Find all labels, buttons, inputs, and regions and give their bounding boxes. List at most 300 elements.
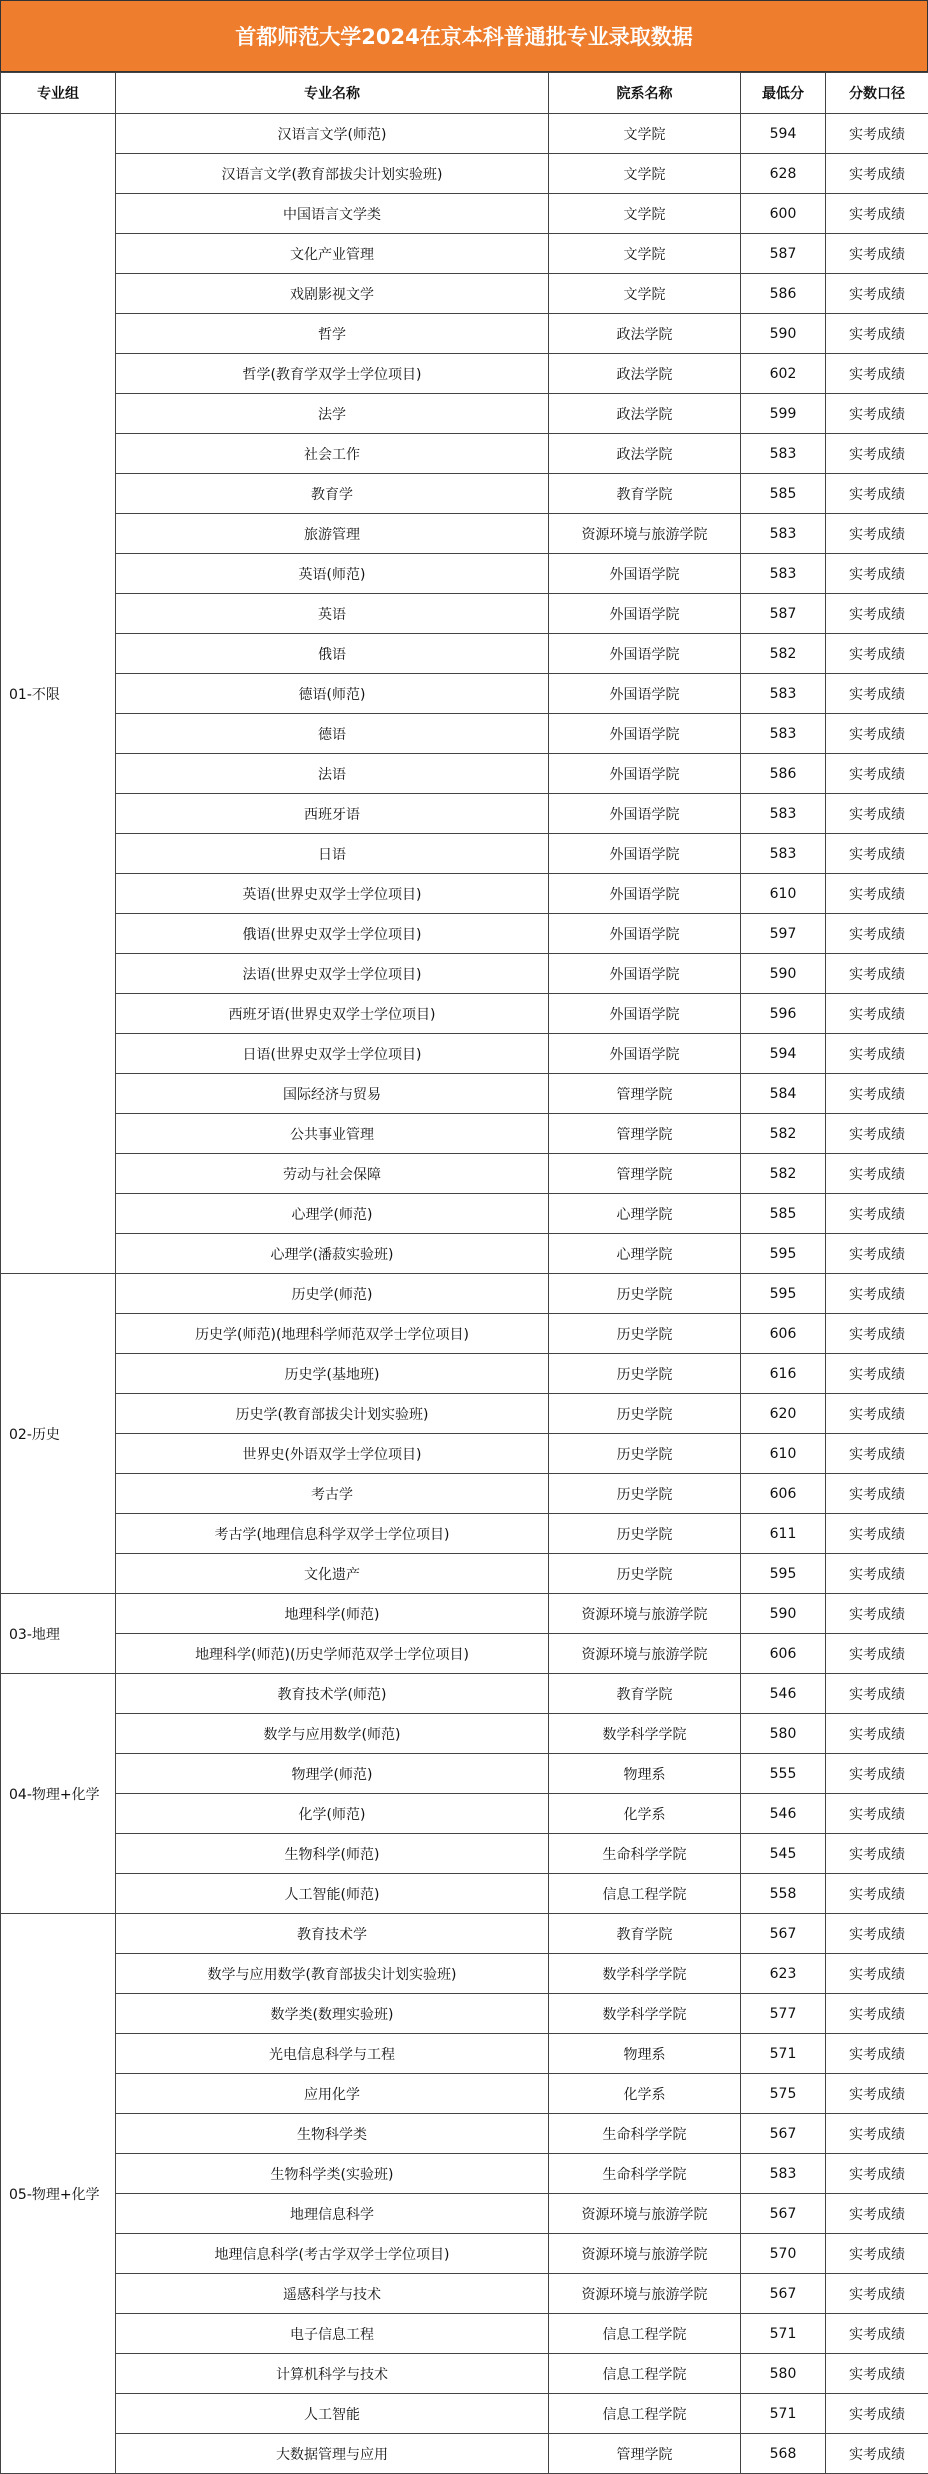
major-cell: 日语 (116, 834, 549, 874)
table-row (1, 1554, 928, 1594)
department-cell: 生命科学学院 (549, 2154, 741, 2194)
score-basis-cell: 实考成绩 (826, 1514, 928, 1554)
min-score-cell: 567 (741, 2274, 826, 2314)
major-cell: 俄语(世界史双学士学位项目) (116, 914, 549, 954)
score-basis-cell: 实考成绩 (826, 674, 928, 714)
min-score-cell: 606 (741, 1474, 826, 1514)
min-score-cell: 583 (741, 794, 826, 834)
table-row (1, 1354, 928, 1394)
min-score-cell: 571 (741, 2394, 826, 2434)
table-row (1, 1474, 928, 1514)
department-cell: 文学院 (549, 194, 741, 234)
score-basis-cell: 实考成绩 (826, 1474, 928, 1514)
department-cell: 外国语学院 (549, 994, 741, 1034)
table-row (1, 514, 928, 554)
table-row (1, 1194, 928, 1234)
department-cell: 政法学院 (549, 314, 741, 354)
major-cell: 德语(师范) (116, 674, 549, 714)
department-cell: 资源环境与旅游学院 (549, 1594, 741, 1634)
score-basis-cell: 实考成绩 (826, 2394, 928, 2434)
major-cell: 生物科学(师范) (116, 1834, 549, 1874)
department-cell: 管理学院 (549, 2434, 741, 2474)
score-basis-cell: 实考成绩 (826, 1834, 928, 1874)
major-cell: 英语(世界史双学士学位项目) (116, 874, 549, 914)
min-score-cell: 583 (741, 554, 826, 594)
department-cell: 外国语学院 (549, 1034, 741, 1074)
department-cell: 物理系 (549, 1754, 741, 1794)
min-score-cell: 583 (741, 514, 826, 554)
department-cell: 数学科学学院 (549, 1714, 741, 1754)
major-cell: 人工智能(师范) (116, 1874, 549, 1914)
score-basis-cell: 实考成绩 (826, 154, 928, 194)
min-score-cell: 594 (741, 1034, 826, 1074)
min-score-cell: 590 (741, 954, 826, 994)
score-basis-cell: 实考成绩 (826, 754, 928, 794)
table-row (1, 2154, 928, 2194)
major-cell: 公共事业管理 (116, 1114, 549, 1154)
table-row (1, 1274, 928, 1314)
department-cell: 信息工程学院 (549, 2394, 741, 2434)
major-cell: 物理学(师范) (116, 1754, 549, 1794)
department-cell: 外国语学院 (549, 914, 741, 954)
table-row (1, 1954, 928, 1994)
min-score-cell: 558 (741, 1874, 826, 1914)
score-basis-cell: 实考成绩 (826, 2194, 928, 2234)
score-basis-cell: 实考成绩 (826, 1674, 928, 1714)
department-cell: 历史学院 (549, 1354, 741, 1394)
min-score-cell: 568 (741, 2434, 826, 2474)
min-score-cell: 582 (741, 1114, 826, 1154)
department-cell: 管理学院 (549, 1154, 741, 1194)
score-basis-cell: 实考成绩 (826, 114, 928, 154)
score-basis-cell: 实考成绩 (826, 1794, 928, 1834)
min-score-cell: 623 (741, 1954, 826, 1994)
min-score-cell: 587 (741, 234, 826, 274)
score-basis-cell: 实考成绩 (826, 1034, 928, 1074)
score-basis-cell: 实考成绩 (826, 514, 928, 554)
min-score-cell: 606 (741, 1314, 826, 1354)
major-cell: 哲学(教育学双学士学位项目) (116, 354, 549, 394)
table-row (1, 1154, 928, 1194)
major-cell: 历史学(基地班) (116, 1354, 549, 1394)
min-score-cell: 546 (741, 1794, 826, 1834)
score-basis-cell: 实考成绩 (826, 1394, 928, 1434)
table-row (1, 1114, 928, 1154)
department-cell: 外国语学院 (549, 554, 741, 594)
table-row (1, 1794, 928, 1834)
department-cell: 数学科学学院 (549, 1994, 741, 2034)
min-score-cell: 610 (741, 1434, 826, 1474)
major-cell: 地理信息科学(考古学双学士学位项目) (116, 2234, 549, 2274)
major-cell: 人工智能 (116, 2394, 549, 2434)
score-basis-cell: 实考成绩 (826, 1714, 928, 1754)
department-cell: 心理学院 (549, 1194, 741, 1234)
min-score-cell: 596 (741, 994, 826, 1034)
table-row (1, 1874, 928, 1914)
table-row (1, 434, 928, 474)
table-row (1, 1674, 928, 1714)
major-cell: 光电信息科学与工程 (116, 2034, 549, 2074)
major-cell: 化学(师范) (116, 1794, 549, 1834)
department-cell: 信息工程学院 (549, 1874, 741, 1914)
department-cell: 管理学院 (549, 1074, 741, 1114)
department-cell: 物理系 (549, 2034, 741, 2074)
department-cell: 资源环境与旅游学院 (549, 514, 741, 554)
min-score-cell: 600 (741, 194, 826, 234)
min-score-cell: 587 (741, 594, 826, 634)
score-basis-cell: 实考成绩 (826, 2234, 928, 2274)
table-row (1, 354, 928, 394)
major-cell: 法语(世界史双学士学位项目) (116, 954, 549, 994)
major-cell: 英语(师范) (116, 554, 549, 594)
min-score-cell: 586 (741, 754, 826, 794)
score-basis-cell: 实考成绩 (826, 2314, 928, 2354)
table-row (1, 1034, 928, 1074)
score-basis-cell: 实考成绩 (826, 1754, 928, 1794)
department-cell: 管理学院 (549, 1114, 741, 1154)
department-cell: 历史学院 (549, 1474, 741, 1514)
min-score-cell: 594 (741, 114, 826, 154)
score-basis-cell: 实考成绩 (826, 2354, 928, 2394)
department-cell: 心理学院 (549, 1234, 741, 1274)
score-basis-cell: 实考成绩 (826, 274, 928, 314)
header-group: 专业组 (1, 73, 116, 114)
major-cell: 生物科学类(实验班) (116, 2154, 549, 2194)
table-row (1, 154, 928, 194)
group-cell: 04-物理+化学 (1, 1674, 116, 1914)
score-basis-cell: 实考成绩 (826, 2434, 928, 2474)
table-row (1, 474, 928, 514)
major-cell: 英语 (116, 594, 549, 634)
table-row (1, 314, 928, 354)
department-cell: 化学系 (549, 2074, 741, 2114)
department-cell: 外国语学院 (549, 794, 741, 834)
table-row (1, 714, 928, 754)
score-basis-cell: 实考成绩 (826, 1074, 928, 1114)
major-cell: 西班牙语(世界史双学士学位项目) (116, 994, 549, 1034)
min-score-cell: 571 (741, 2314, 826, 2354)
min-score-cell: 590 (741, 1594, 826, 1634)
table-row (1, 1914, 928, 1954)
major-cell: 历史学(师范)(地理科学师范双学士学位项目) (116, 1314, 549, 1354)
major-cell: 电子信息工程 (116, 2314, 549, 2354)
major-cell: 教育技术学 (116, 1914, 549, 1954)
major-cell: 法学 (116, 394, 549, 434)
department-cell: 生命科学学院 (549, 1834, 741, 1874)
table-row (1, 394, 928, 434)
min-score-cell: 575 (741, 2074, 826, 2114)
min-score-cell: 583 (741, 714, 826, 754)
table-row (1, 234, 928, 274)
major-cell: 西班牙语 (116, 794, 549, 834)
table-row (1, 114, 928, 154)
department-cell: 教育学院 (549, 1914, 741, 1954)
min-score-cell: 585 (741, 1194, 826, 1234)
page-title: 首都师范大学2024在京本科普通批专业录取数据 (0, 0, 928, 72)
score-basis-cell: 实考成绩 (826, 2074, 928, 2114)
score-basis-cell: 实考成绩 (826, 554, 928, 594)
major-cell: 社会工作 (116, 434, 549, 474)
score-basis-cell: 实考成绩 (826, 1114, 928, 1154)
major-cell: 汉语言文学(师范) (116, 114, 549, 154)
major-cell: 计算机科学与技术 (116, 2354, 549, 2394)
min-score-cell: 595 (741, 1234, 826, 1274)
min-score-cell: 582 (741, 1154, 826, 1194)
department-cell: 历史学院 (549, 1514, 741, 1554)
major-cell: 俄语 (116, 634, 549, 674)
table-row (1, 1634, 928, 1674)
department-cell: 资源环境与旅游学院 (549, 2234, 741, 2274)
table-row (1, 2034, 928, 2074)
group-cell: 01-不限 (1, 114, 116, 1274)
table-row (1, 994, 928, 1034)
min-score-cell: 590 (741, 314, 826, 354)
table-row (1, 794, 928, 834)
score-basis-cell: 实考成绩 (826, 2114, 928, 2154)
score-basis-cell: 实考成绩 (826, 234, 928, 274)
min-score-cell: 567 (741, 2194, 826, 2234)
table-row (1, 1234, 928, 1274)
header-department: 院系名称 (549, 73, 741, 114)
min-score-cell: 567 (741, 2114, 826, 2154)
min-score-cell: 570 (741, 2234, 826, 2274)
major-cell: 中国语言文学类 (116, 194, 549, 234)
score-basis-cell: 实考成绩 (826, 1914, 928, 1954)
major-cell: 劳动与社会保障 (116, 1154, 549, 1194)
table-row (1, 834, 928, 874)
table-row (1, 2434, 928, 2474)
table-row (1, 1714, 928, 1754)
major-cell: 考古学(地理信息科学双学士学位项目) (116, 1514, 549, 1554)
header-min-score: 最低分 (741, 73, 826, 114)
department-cell: 文学院 (549, 234, 741, 274)
score-basis-cell: 实考成绩 (826, 394, 928, 434)
min-score-cell: 583 (741, 434, 826, 474)
department-cell: 历史学院 (549, 1274, 741, 1314)
major-cell: 心理学(师范) (116, 1194, 549, 1234)
department-cell: 外国语学院 (549, 874, 741, 914)
department-cell: 信息工程学院 (549, 2314, 741, 2354)
table-row (1, 554, 928, 594)
score-basis-cell: 实考成绩 (826, 474, 928, 514)
major-cell: 旅游管理 (116, 514, 549, 554)
score-basis-cell: 实考成绩 (826, 1354, 928, 1394)
score-basis-cell: 实考成绩 (826, 1274, 928, 1314)
score-basis-cell: 实考成绩 (826, 2154, 928, 2194)
min-score-cell: 555 (741, 1754, 826, 1794)
min-score-cell: 611 (741, 1514, 826, 1554)
major-cell: 德语 (116, 714, 549, 754)
major-cell: 历史学(师范) (116, 1274, 549, 1314)
min-score-cell: 586 (741, 274, 826, 314)
table-row (1, 1074, 928, 1114)
department-cell: 文学院 (549, 114, 741, 154)
table-row (1, 2274, 928, 2314)
major-cell: 数学与应用数学(师范) (116, 1714, 549, 1754)
score-basis-cell: 实考成绩 (826, 714, 928, 754)
department-cell: 历史学院 (549, 1434, 741, 1474)
score-basis-cell: 实考成绩 (826, 994, 928, 1034)
group-cell: 05-物理+化学 (1, 1914, 116, 2474)
score-basis-cell: 实考成绩 (826, 874, 928, 914)
table-row (1, 1834, 928, 1874)
major-cell: 文化遗产 (116, 1554, 549, 1594)
score-basis-cell: 实考成绩 (826, 314, 928, 354)
table-row (1, 2194, 928, 2234)
major-cell: 文化产业管理 (116, 234, 549, 274)
department-cell: 历史学院 (549, 1554, 741, 1594)
table-row (1, 634, 928, 674)
major-cell: 法语 (116, 754, 549, 794)
table-row (1, 2234, 928, 2274)
header-row (1, 73, 928, 114)
table-row (1, 274, 928, 314)
score-basis-cell: 实考成绩 (826, 354, 928, 394)
major-cell: 教育技术学(师范) (116, 1674, 549, 1714)
min-score-cell: 583 (741, 674, 826, 714)
score-basis-cell: 实考成绩 (826, 194, 928, 234)
score-basis-cell: 实考成绩 (826, 1154, 928, 1194)
score-basis-cell: 实考成绩 (826, 794, 928, 834)
header-score-basis: 分数口径 (826, 73, 928, 114)
major-cell: 地理科学(师范) (116, 1594, 549, 1634)
major-cell: 历史学(教育部拔尖计划实验班) (116, 1394, 549, 1434)
score-basis-cell: 实考成绩 (826, 834, 928, 874)
table-row (1, 1994, 928, 2034)
table-row (1, 594, 928, 634)
table-row (1, 754, 928, 794)
min-score-cell: 584 (741, 1074, 826, 1114)
min-score-cell: 595 (741, 1554, 826, 1594)
score-basis-cell: 实考成绩 (826, 594, 928, 634)
min-score-cell: 597 (741, 914, 826, 954)
score-basis-cell: 实考成绩 (826, 634, 928, 674)
department-cell: 文学院 (549, 274, 741, 314)
min-score-cell: 620 (741, 1394, 826, 1434)
min-score-cell: 545 (741, 1834, 826, 1874)
min-score-cell: 585 (741, 474, 826, 514)
major-cell: 国际经济与贸易 (116, 1074, 549, 1114)
major-cell: 戏剧影视文学 (116, 274, 549, 314)
major-cell: 教育学 (116, 474, 549, 514)
table-row (1, 874, 928, 914)
table-row (1, 1594, 928, 1634)
table-row (1, 1434, 928, 1474)
min-score-cell: 628 (741, 154, 826, 194)
min-score-cell: 571 (741, 2034, 826, 2074)
score-basis-cell: 实考成绩 (826, 914, 928, 954)
min-score-cell: 567 (741, 1914, 826, 1954)
score-basis-cell: 实考成绩 (826, 1234, 928, 1274)
department-cell: 教育学院 (549, 474, 741, 514)
min-score-cell: 599 (741, 394, 826, 434)
department-cell: 外国语学院 (549, 954, 741, 994)
score-basis-cell: 实考成绩 (826, 1314, 928, 1354)
min-score-cell: 606 (741, 1634, 826, 1674)
major-cell: 遥感科学与技术 (116, 2274, 549, 2314)
table-row (1, 2114, 928, 2154)
major-cell: 考古学 (116, 1474, 549, 1514)
min-score-cell: 580 (741, 1714, 826, 1754)
min-score-cell: 602 (741, 354, 826, 394)
score-basis-cell: 实考成绩 (826, 434, 928, 474)
department-cell: 外国语学院 (549, 714, 741, 754)
department-cell: 化学系 (549, 1794, 741, 1834)
min-score-cell: 583 (741, 2154, 826, 2194)
department-cell: 文学院 (549, 154, 741, 194)
major-cell: 数学类(数理实验班) (116, 1994, 549, 2034)
score-basis-cell: 实考成绩 (826, 1194, 928, 1234)
department-cell: 资源环境与旅游学院 (549, 2194, 741, 2234)
department-cell: 历史学院 (549, 1314, 741, 1354)
score-basis-cell: 实考成绩 (826, 2034, 928, 2074)
group-cell: 03-地理 (1, 1594, 116, 1674)
table-row (1, 1514, 928, 1554)
table-row (1, 1394, 928, 1434)
department-cell: 信息工程学院 (549, 2354, 741, 2394)
header-major: 专业名称 (116, 73, 549, 114)
table-row (1, 2074, 928, 2114)
score-basis-cell: 实考成绩 (826, 1434, 928, 1474)
min-score-cell: 583 (741, 834, 826, 874)
department-cell: 政法学院 (549, 434, 741, 474)
table-row (1, 2354, 928, 2394)
department-cell: 外国语学院 (549, 634, 741, 674)
score-basis-cell: 实考成绩 (826, 1874, 928, 1914)
department-cell: 外国语学院 (549, 834, 741, 874)
department-cell: 资源环境与旅游学院 (549, 2274, 741, 2314)
major-cell: 应用化学 (116, 2074, 549, 2114)
score-basis-cell: 实考成绩 (826, 1954, 928, 1994)
score-basis-cell: 实考成绩 (826, 1634, 928, 1674)
min-score-cell: 546 (741, 1674, 826, 1714)
department-cell: 历史学院 (549, 1394, 741, 1434)
group-cell: 02-历史 (1, 1274, 116, 1594)
department-cell: 数学科学学院 (549, 1954, 741, 1994)
min-score-cell: 582 (741, 634, 826, 674)
min-score-cell: 580 (741, 2354, 826, 2394)
min-score-cell: 610 (741, 874, 826, 914)
major-cell: 心理学(潘菽实验班) (116, 1234, 549, 1274)
score-basis-cell: 实考成绩 (826, 1994, 928, 2034)
department-cell: 外国语学院 (549, 594, 741, 634)
major-cell: 地理信息科学 (116, 2194, 549, 2234)
min-score-cell: 595 (741, 1274, 826, 1314)
major-cell: 哲学 (116, 314, 549, 354)
min-score-cell: 616 (741, 1354, 826, 1394)
major-cell: 数学与应用数学(教育部拔尖计划实验班) (116, 1954, 549, 1994)
table-row (1, 1754, 928, 1794)
department-cell: 外国语学院 (549, 674, 741, 714)
department-cell: 政法学院 (549, 354, 741, 394)
score-basis-cell: 实考成绩 (826, 1554, 928, 1594)
department-cell: 外国语学院 (549, 754, 741, 794)
major-cell: 世界史(外语双学士学位项目) (116, 1434, 549, 1474)
major-cell: 大数据管理与应用 (116, 2434, 549, 2474)
table-row (1, 2394, 928, 2434)
table-row (1, 2314, 928, 2354)
table-row (1, 1314, 928, 1354)
major-cell: 日语(世界史双学士学位项目) (116, 1034, 549, 1074)
table-row (1, 194, 928, 234)
table-row (1, 914, 928, 954)
department-cell: 资源环境与旅游学院 (549, 1634, 741, 1674)
department-cell: 教育学院 (549, 1674, 741, 1714)
score-basis-cell: 实考成绩 (826, 2274, 928, 2314)
department-cell: 生命科学学院 (549, 2114, 741, 2154)
score-basis-cell: 实考成绩 (826, 1594, 928, 1634)
major-cell: 地理科学(师范)(历史学师范双学士学位项目) (116, 1634, 549, 1674)
